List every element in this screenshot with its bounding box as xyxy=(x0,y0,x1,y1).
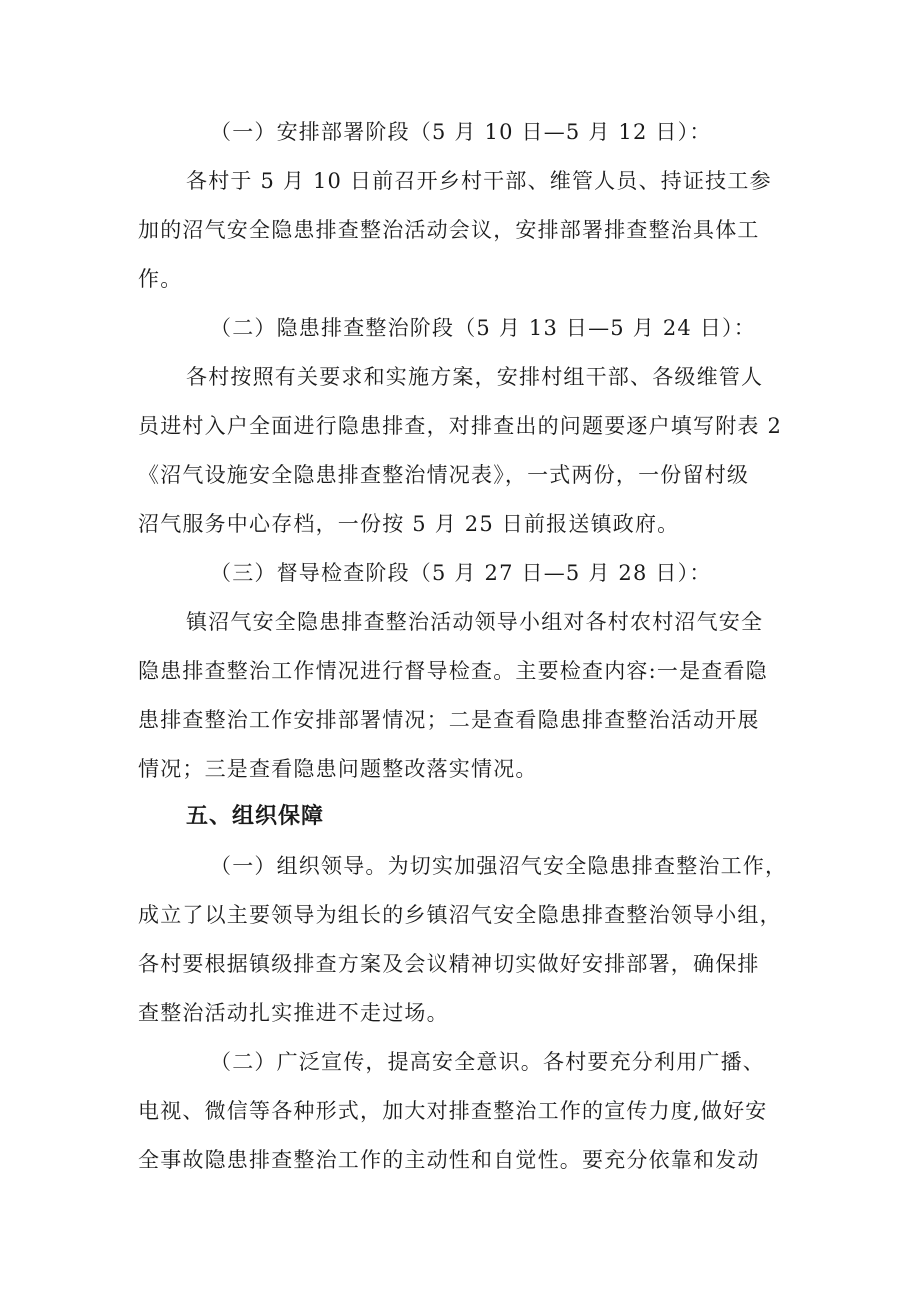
paragraph-line: 《沼气设施安全隐患排查整治情况表》，一式两份，一份留村级 xyxy=(138,463,750,487)
paragraph-line: 沼气服务中心存档，一份按 5 月 25 日前报送镇政府。 xyxy=(138,512,680,536)
stage-one-heading: （一）安排部署阶段（5 月 10 日—5 月 12 日）： xyxy=(210,120,712,144)
stage-two-heading: （二）隐患排查整治阶段（5 月 13 日—5 月 24 日）： xyxy=(210,316,756,340)
section-five-heading: 五、组织保障 xyxy=(186,804,325,829)
paragraph-line: 员进村入户全面进行隐患排查，对排查出的问题要逐户填写附表 2 xyxy=(138,414,783,438)
stage-three-heading: （三）督导检查阶段（5 月 27 日—5 月 28 日）： xyxy=(210,561,712,585)
paragraph-line: 作。 xyxy=(138,267,183,291)
paragraph-line: 各村要根据镇级排查方案及会议精神切实做好安排部署，确保排 xyxy=(138,952,760,976)
paragraph-line: 患排查整治工作安排部署情况；二是查看隐患排查整治活动开展 xyxy=(138,708,760,732)
paragraph-line: 隐患排查整治工作情况进行督导检查。主要检查内容:一是查看隐 xyxy=(138,659,768,683)
paragraph-line: 加的沼气安全隐患排查整治活动会议，安排部署排查整治具体工 xyxy=(138,218,760,242)
paragraph-line: 各村按照有关要求和实施方案，安排村组干部、各级维管人 xyxy=(186,365,764,389)
paragraph-line: （二）广泛宣传，提高安全意识。各村要充分利用广播、 xyxy=(210,1050,765,1074)
paragraph-line: （一）组织领导。为切实加强沼气安全隐患排查整治工作， xyxy=(210,854,788,878)
paragraph-line: 成立了以主要领导为组长的乡镇沼气安全隐患排查整治领导小组， xyxy=(138,903,782,927)
paragraph-line: 全事故隐患排查整治工作的主动性和自觉性。要充分依靠和发动 xyxy=(138,1148,760,1172)
paragraph-line: 镇沼气安全隐患排查整治活动领导小组对各村农村沼气安全 xyxy=(186,610,764,634)
paragraph-line: 查整治活动扎实推进不走过场。 xyxy=(138,1001,449,1025)
paragraph-line: 各村于 5 月 10 日前召开乡村干部、维管人员、持证技工参 xyxy=(186,169,772,193)
paragraph-line: 情况；三是查看隐患问题整改落实情况。 xyxy=(138,757,538,781)
paragraph-line: 电视、微信等各种形式，加大对排查整治工作的宣传力度,做好安 xyxy=(138,1099,768,1123)
